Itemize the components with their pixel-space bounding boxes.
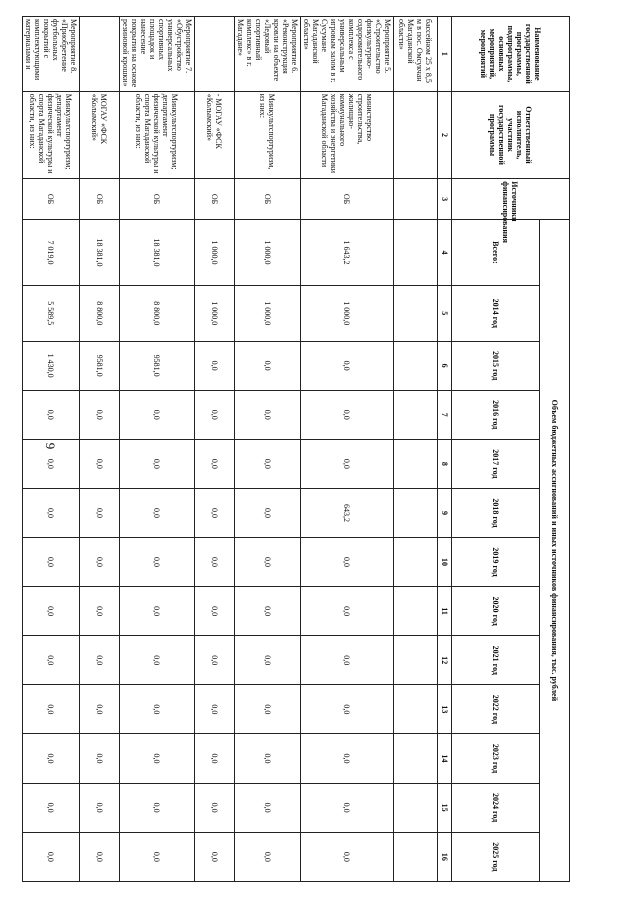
row-value: 1 643,2 (301, 219, 394, 285)
header-source: Источники финансирования (452, 179, 570, 220)
row-name: Мероприятие 5. «Строительство физкультурно-оздоровительного комплекса с универсальным игровым залом в г. Сусумане Магаданской области» (301, 17, 394, 92)
row-executor: Минкультспортуризм; департамент физической культуры и спорта Магаданской области, из них: (120, 91, 195, 179)
row-value: 8 800,0 (80, 286, 120, 342)
row-value: 0,0 (23, 538, 80, 587)
row-value: 0,0 (301, 341, 394, 390)
row-value (394, 832, 438, 881)
row-value: 0,0 (23, 685, 80, 734)
row-value: 0,0 (195, 488, 235, 537)
row-value: 0,0 (23, 734, 80, 783)
column-index: 8 (438, 439, 452, 488)
row-value: 0,0 (120, 538, 195, 587)
row-value: 0,0 (120, 488, 195, 537)
row-value: 0,0 (23, 390, 80, 439)
row-value (394, 734, 438, 783)
funding-table (22, 16, 570, 882)
row-value (394, 286, 438, 342)
row-value: 0,0 (195, 832, 235, 881)
row-value: 0,0 (195, 734, 235, 783)
row-value: 0,0 (195, 685, 235, 734)
row-value: 0,0 (301, 685, 394, 734)
row-value: 0,0 (23, 587, 80, 636)
row-value: 0,0 (120, 390, 195, 439)
row-value: 0,0 (23, 488, 80, 537)
page-number: 9 (43, 442, 58, 450)
header-year: 2017 год (452, 439, 540, 488)
column-index: 7 (438, 390, 452, 439)
table-row (394, 17, 438, 882)
row-value (394, 587, 438, 636)
header-year: 2015 год (452, 341, 540, 390)
row-value: 9581,0 (120, 341, 195, 390)
row-value: 0,0 (195, 587, 235, 636)
row-executor: Минкультспортуризм; департамент физической культуры и спорта Магаданской области, из них: (23, 91, 80, 179)
row-value: 0,0 (301, 390, 394, 439)
row-name: Мероприятие 6. «Реконструкция кровли на объекте «Ледовый спортивный комплекс» в г. Магадане» (235, 17, 301, 92)
row-value: 9581,0 (80, 341, 120, 390)
row-value: 0,0 (23, 636, 80, 685)
row-executor (394, 91, 438, 179)
row-value: 0,0 (80, 488, 120, 537)
row-value: 0,0 (235, 390, 301, 439)
row-value: 0,0 (301, 783, 394, 832)
row-value: 0,0 (80, 587, 120, 636)
row-value: 0,0 (301, 832, 394, 881)
row-value: 0,0 (235, 538, 301, 587)
row-value: 0,0 (235, 439, 301, 488)
row-value: 0,0 (235, 783, 301, 832)
header-year: 2023 год (452, 734, 540, 783)
row-value: 0,0 (120, 439, 195, 488)
row-value: 0,0 (301, 636, 394, 685)
row-value: 0,0 (235, 685, 301, 734)
row-name (80, 17, 120, 92)
row-value (394, 341, 438, 390)
header-year: 2019 год (452, 538, 540, 587)
column-index: 13 (438, 685, 452, 734)
header-year: 2016 год (452, 390, 540, 439)
row-value: 1 000,0 (301, 286, 394, 342)
row-source: ОБ (80, 179, 120, 220)
row-name (195, 17, 235, 92)
row-value: 0,0 (120, 587, 195, 636)
row-value: 643,2 (301, 488, 394, 537)
row-source: ОБ (23, 179, 80, 220)
row-value (394, 390, 438, 439)
row-value: 0,0 (80, 636, 120, 685)
row-value: 0,0 (301, 439, 394, 488)
table-row (23, 17, 80, 882)
row-value: 0,0 (80, 734, 120, 783)
header-name: Наименование государственной программы, подпрограммы, основных мероприятий, мероприятий (452, 17, 570, 92)
row-source (394, 179, 438, 220)
row-value (394, 685, 438, 734)
row-value: 0,0 (120, 685, 195, 734)
row-value: 0,0 (195, 783, 235, 832)
row-value (394, 636, 438, 685)
row-value: 8 800,0 (120, 286, 195, 342)
header-year: 2018 год (452, 488, 540, 537)
row-value: 1 000,0 (195, 219, 235, 285)
row-executor: МОГАУ «ФСК «Колымский» (80, 91, 120, 179)
row-value: 0,0 (195, 341, 235, 390)
row-value: 0,0 (195, 439, 235, 488)
column-index: 2 (438, 91, 452, 179)
row-value: 18 381,0 (120, 219, 195, 285)
row-value: 0,0 (301, 538, 394, 587)
table-row (195, 17, 235, 882)
rotated-table-container (24, 16, 570, 882)
row-value: 0,0 (195, 390, 235, 439)
column-index: 3 (438, 179, 452, 220)
row-value: 0,0 (80, 685, 120, 734)
column-index: 12 (438, 636, 452, 685)
header-year: 2021 год (452, 636, 540, 685)
row-value: 0,0 (235, 587, 301, 636)
row-name: Мероприятие 7. «Обустройство универсальных спортивных площадок и нанесение покрытия на основе резиновой крошки» (120, 17, 195, 92)
row-value: 1 430,0 (23, 341, 80, 390)
header-year: 2024 год (452, 783, 540, 832)
row-executor: Минкультспортуризм, из них: (235, 91, 301, 179)
header-funding-group: Объем бюджетных ассигнований и иных источников финансирования, тыс. рублей (540, 219, 570, 881)
row-value: 0,0 (235, 636, 301, 685)
row-value (394, 783, 438, 832)
row-value: 0,0 (235, 734, 301, 783)
table-row (301, 17, 394, 882)
row-value: 0,0 (80, 439, 120, 488)
table-row (120, 17, 195, 882)
row-executor: - МОГАУ «ФСК «Колымский» (195, 91, 235, 179)
row-source: ОБ (120, 179, 195, 220)
row-value: 7 019,0 (23, 219, 80, 285)
row-value (394, 439, 438, 488)
header-executor: Ответственный исполнитель, участник государственной программы (452, 91, 570, 179)
row-name: бассейном 25 х 8,5 м в пос. Омсукчан Магаданской области» (394, 17, 438, 92)
row-value: 1 000,0 (195, 286, 235, 342)
column-index: 11 (438, 587, 452, 636)
row-value: 0,0 (301, 734, 394, 783)
row-value: 0,0 (80, 783, 120, 832)
column-index: 1 (438, 17, 452, 92)
row-value: 0,0 (195, 538, 235, 587)
column-index: 9 (438, 488, 452, 537)
column-index: 16 (438, 832, 452, 881)
row-value: 0,0 (80, 832, 120, 881)
row-value: 0,0 (120, 783, 195, 832)
column-index: 4 (438, 219, 452, 285)
row-name: Мероприятие 8. «Приобретение футбольных покрытий с комплектующими материалами и (23, 17, 80, 92)
row-source: ОБ (235, 179, 301, 220)
header-total: Всего: (452, 219, 540, 285)
row-value: 0,0 (23, 832, 80, 881)
header-year: 2025 год (452, 832, 540, 881)
header-year: 2022 год (452, 685, 540, 734)
row-value (394, 538, 438, 587)
row-value: 0,0 (235, 488, 301, 537)
row-value: 1 000,0 (235, 219, 301, 285)
row-value: 0,0 (301, 587, 394, 636)
row-executor: министерство строительства, жилищно-коммунального хозяйства и энергетики Магаданской области (301, 91, 394, 179)
row-value: 1 000,0 (235, 286, 301, 342)
row-value: 0,0 (120, 832, 195, 881)
row-value (394, 219, 438, 285)
row-source: ОБ (195, 179, 235, 220)
row-value: 0,0 (120, 636, 195, 685)
column-index: 15 (438, 783, 452, 832)
header-year: 2014 год (452, 286, 540, 342)
row-value: 0,0 (120, 734, 195, 783)
row-value: 0,0 (23, 783, 80, 832)
row-value: 5 589,5 (23, 286, 80, 342)
column-index: 14 (438, 734, 452, 783)
row-source: ОБ (301, 179, 394, 220)
column-index: 6 (438, 341, 452, 390)
row-value: 0,0 (80, 538, 120, 587)
header-year: 2020 год (452, 587, 540, 636)
row-value: 0,0 (235, 341, 301, 390)
row-value: 18 381,0 (80, 219, 120, 285)
row-value: 0,0 (195, 636, 235, 685)
row-value (394, 488, 438, 537)
row-value: 0,0 (80, 390, 120, 439)
row-value: 0,0 (235, 832, 301, 881)
column-index: 5 (438, 286, 452, 342)
row-value: 0,0 (23, 439, 80, 488)
table-row (235, 17, 301, 882)
column-index: 10 (438, 538, 452, 587)
table-row (80, 17, 120, 882)
